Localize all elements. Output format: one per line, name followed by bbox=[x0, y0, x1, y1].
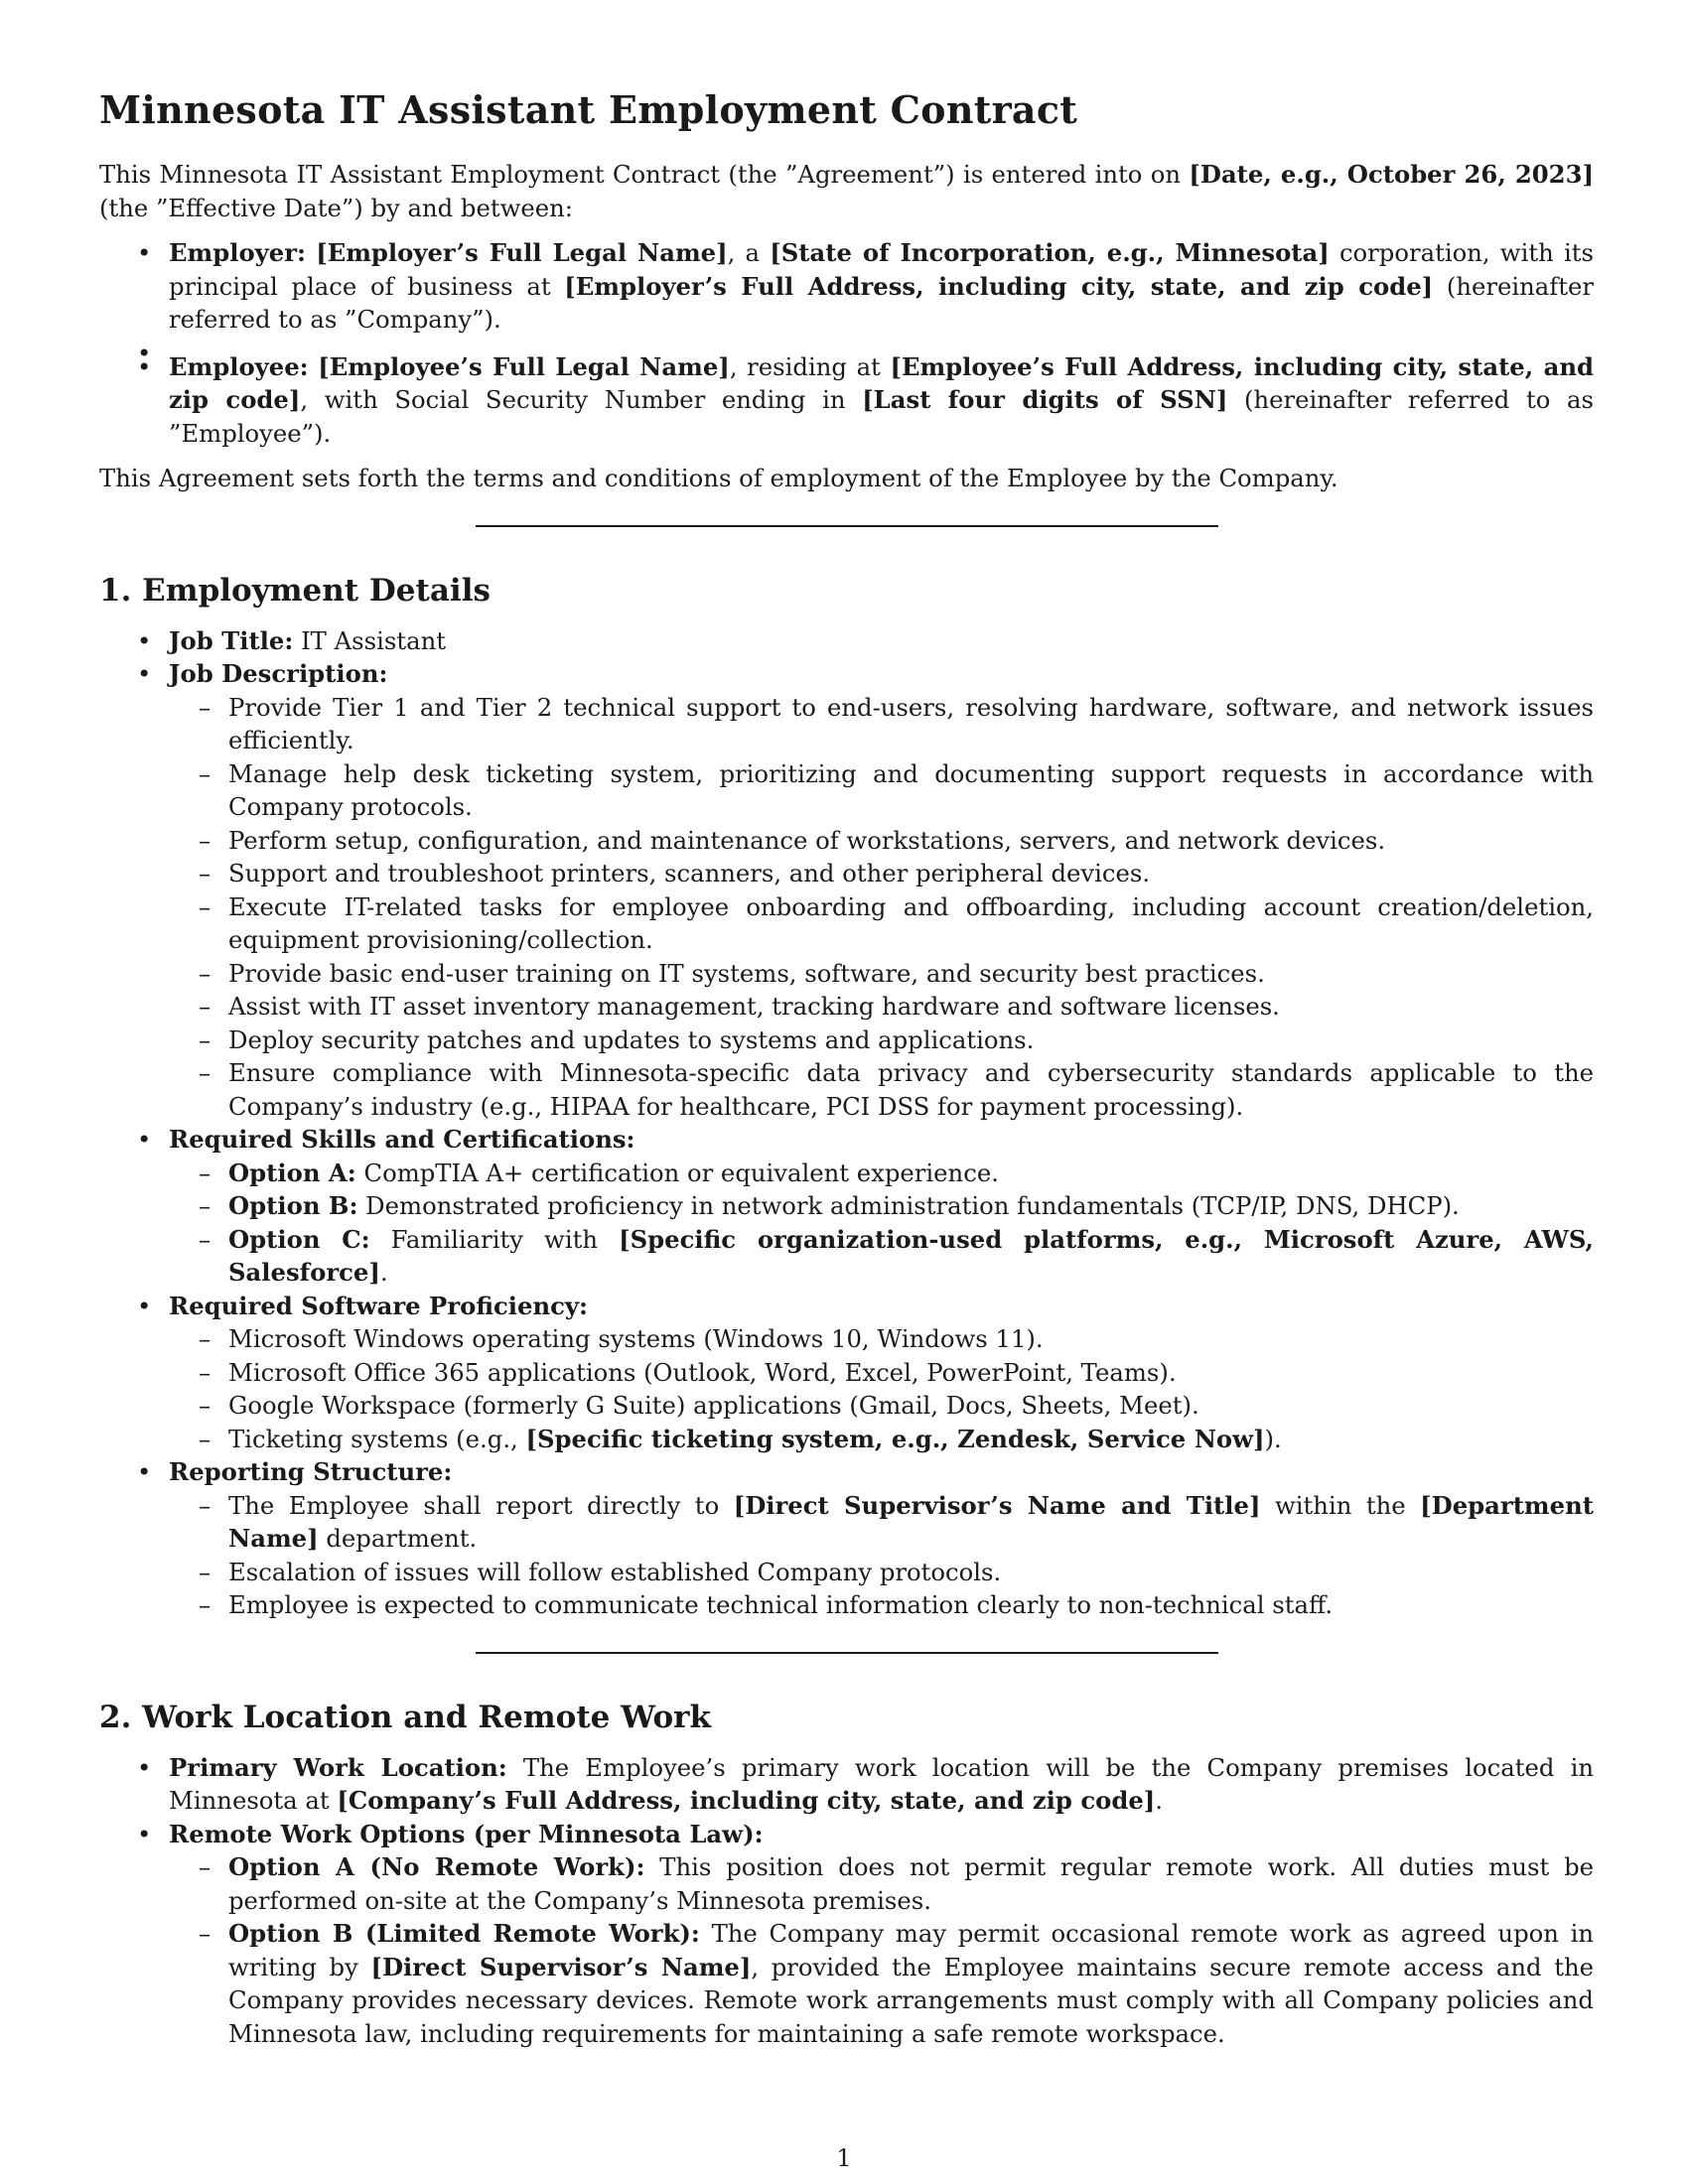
intro-paragraph: This Minnesota IT Assistant Employment Contract (the ”Agreement”) is entered into on [Date, e.g., October 26, 2023] (the ”Effective Date”) by and between: bbox=[99, 160, 1594, 222]
reporting-entry: – Escalation of issues will follow established Company protocols. bbox=[169, 1556, 1594, 1589]
parties-list bbox=[99, 236, 1594, 450]
software-entry: – Microsoft Office 365 applications (Outlook, Word, Excel, PowerPoint, Teams). bbox=[169, 1356, 1594, 1390]
work-location-list bbox=[99, 1751, 1594, 2051]
page-number: 1 bbox=[836, 2144, 852, 2172]
employee-name-placeholder: [Employee’s Full Legal Name] bbox=[318, 351, 730, 381]
employment-details-list bbox=[99, 624, 1594, 1622]
reporting-item: • Reporting Structure: – The Employee shall report directly to [Direct Supervisor’s Name and Title] within the [Department Name] department. – Escalation of issues will follow established Company protocols. – Employee is expected to communicate technical information clearly to non-technical staff. bbox=[99, 1455, 1594, 1622]
employer-item: • Employer: [Employer’s Full Legal Name], a [State of Incorporation, e.g., Minnesota] corporation, with its principal place of business at [Employer’s Full Address, including city, state, and zip code] (hereinafter referred to as ”Company”). bbox=[99, 236, 1594, 337]
remote-option-b: – Option B (Limited Remote Work): The Company may permit occasional remote work as agreed upon in writing by [Direct Supervisor’s Name], provided the Employee maintains secure remote access and the Company provides necessary devices. Remote work arrangements must comply with all Company policies and Minnesota law, including requirements for maintaining a safe remote workspace. bbox=[169, 1917, 1594, 2050]
primary-location-item: • Primary Work Location: The Employee’s primary work location will be the Company premises located in Minnesota at [Company’s Full Address, including city, state, and zip code]. bbox=[99, 1751, 1594, 1818]
document-page bbox=[99, 87, 1594, 2050]
job-description-entry: – Deploy security patches and updates to systems and applications. bbox=[169, 1024, 1594, 1057]
job-description-entry: – Perform setup, configuration, and maintenance of workstations, servers, and network devices. bbox=[169, 824, 1594, 858]
reporting-list bbox=[169, 1489, 1594, 1622]
document-title: Minnesota IT Assistant Employment Contract bbox=[99, 87, 1078, 132]
job-description-entry: – Support and troubleshoot printers, scanners, and other peripheral devices. bbox=[169, 857, 1594, 890]
software-list bbox=[169, 1322, 1594, 1455]
job-description-entry: – Assist with IT asset inventory management, tracking hardware and software licenses. bbox=[169, 990, 1594, 1024]
skill-option-a: – Option A: CompTIA A+ certification or equivalent experience. bbox=[169, 1157, 1594, 1190]
job-description-entry: – Ensure compliance with Minnesota-specific data privacy and cybersecurity standards applicable to the Company’s industry (e.g., HIPAA for healthcare, PCI DSS for payment processing). bbox=[169, 1056, 1594, 1123]
software-entry: – Microsoft Windows operating systems (Windows 10, Windows 11). bbox=[169, 1322, 1594, 1356]
date-placeholder: [Date, e.g., October 26, 2023] bbox=[1189, 160, 1594, 189]
ssn-placeholder: [Last four digits of SSN] bbox=[862, 385, 1228, 414]
job-description-item: • Job Description: – Provide Tier 1 and Tier 2 technical support to end-users, resolving hardware, software, and network issues efficiently. – Manage help desk ticketing system, prioritizing and documenting support requests in accordance with Company protocols. – Perform setup, configuration, and maintenance of workstations, servers, and network devices. – Support and troubleshoot printers, scanners, and other peripheral devices. – Execute IT-related tasks for employee onboarding and offboarding, including account creation/deletion, equipment provisioning/collection. – Provide basic end-user training on IT systems, software, and security best practices. – Assist with IT asset inventory management, tracking hardware and software licenses. – Deploy security patches and updates to systems and applications. – Ensure compliance with Minnesota-specific data privacy and cybersecurity standards applicable to the Company’s industry (e.g., HIPAA for healthcare, PCI DSS for payment processing). bbox=[99, 657, 1594, 1123]
remote-options-list bbox=[169, 1850, 1594, 2050]
employee-address-placeholder: [Employee’s Full Address, including city, state, and zip code] bbox=[169, 351, 1594, 414]
software-entry: – Ticketing systems (e.g., [Specific ticketing system, e.g., Zendesk, Service Now]). bbox=[169, 1423, 1594, 1456]
skill-option-b: – Option B: Demonstrated proficiency in network administration fundamentals (TCP/IP, DNS, DHCP). bbox=[169, 1189, 1594, 1223]
section-2-heading: 2. Work Location and Remote Work bbox=[99, 1699, 711, 1735]
reporting-entry: – The Employee shall report directly to [Direct Supervisor’s Name and Title] within the [Department Name] department. bbox=[169, 1489, 1594, 1556]
skills-item: • Required Skills and Certifications: – Option A: CompTIA A+ certification or equivalent experience. – Option B: Demonstrated proficiency in network administration fundamentals (TCP/IP, DNS, DHCP). – Option C: Familiarity with [Specific organization-used platforms, e.g., Microsoft Azure, AWS, Salesforce]. bbox=[99, 1123, 1594, 1290]
job-title-item: • Job Title: IT Assistant bbox=[99, 624, 1594, 658]
employee-item: • Employee: [Employee’s Full Legal Name], residing at [Employee’s Full Address, including city, state, and zip code], with Social Security Number ending in [Last four digits of SSN] (hereinafter referred to as ”Employee”). bbox=[99, 350, 1594, 451]
skills-list bbox=[169, 1157, 1594, 1290]
reporting-entry: – Employee is expected to communicate technical information clearly to non-technical staff. bbox=[169, 1588, 1594, 1622]
agreement-paragraph: This Agreement sets forth the terms and conditions of employment of the Employee by the Company. bbox=[99, 464, 1338, 492]
supervisor-name-placeholder: [Direct Supervisor’s Name] bbox=[370, 1952, 752, 1981]
software-entry: – Google Workspace (formerly G Suite) applications (Gmail, Docs, Sheets, Meet). bbox=[169, 1389, 1594, 1423]
job-description-list bbox=[169, 691, 1594, 1124]
software-item: • Required Software Proficiency: – Microsoft Windows operating systems (Windows 10, Windows 11). – Microsoft Office 365 applications (Outlook, Word, Excel, PowerPoint, Teams). – Google Workspace (formerly G Suite) applications (Gmail, Docs, Sheets, Meet). – Ticketing systems (e.g., [Specific ticketing system, e.g., Zendesk, Service Now]). bbox=[99, 1290, 1594, 1456]
department-placeholder: [Department Name] bbox=[228, 1490, 1594, 1553]
supervisor-placeholder: [Direct Supervisor’s Name and Title] bbox=[733, 1490, 1261, 1520]
job-description-entry: – Execute IT-related tasks for employee onboarding and offboarding, including account creation/deletion, equipment provisioning/collection. bbox=[169, 890, 1594, 957]
remote-option-a: – Option A (No Remote Work): This position does not permit regular remote work. All duties must be performed on-site at the Company’s Minnesota premises. bbox=[169, 1850, 1594, 1917]
platforms-placeholder: [Specific organization-used platforms, e.g., Microsoft Azure, AWS, Salesforce] bbox=[228, 1224, 1594, 1287]
job-description-entry: – Provide basic end-user training on IT systems, software, and security best practices. bbox=[169, 957, 1594, 991]
section-1-heading: 1. Employment Details bbox=[99, 572, 491, 609]
job-description-entry: – Manage help desk ticketing system, prioritizing and documenting support requests in accordance with Company protocols. bbox=[169, 757, 1594, 824]
employer-address-placeholder: [Employer’s Full Address, including city, state, and zip code] bbox=[564, 271, 1434, 301]
ticketing-placeholder: [Specific ticketing system, e.g., Zendesk, Service Now] bbox=[525, 1424, 1265, 1453]
employer-name-placeholder: [Employer’s Full Legal Name] bbox=[316, 238, 728, 267]
company-address-placeholder: [Company’s Full Address, including city, state, and zip code] bbox=[337, 1786, 1156, 1815]
state-placeholder: [State of Incorporation, e.g., Minnesota] bbox=[770, 238, 1330, 267]
job-description-entry: – Provide Tier 1 and Tier 2 technical support to end-users, resolving hardware, software, and network issues efficiently. bbox=[169, 691, 1594, 757]
skill-option-c: – Option C: Familiarity with [Specific organization-used platforms, e.g., Microsoft Azure, AWS, Salesforce]. bbox=[169, 1223, 1594, 1290]
remote-work-item: • Remote Work Options (per Minnesota Law): – Option A (No Remote Work): This position does not permit regular remote work. All duties must be performed on-site at the Company’s Minnesota premises. – Option B (Limited Remote Work): The Company may permit occasional remote work as agreed upon in writing by [Direct Supervisor’s Name], provided the Employee maintains secure remote access and the Company provides necessary devices. Remote work arrangements must comply with all Company policies and Minnesota law, including requirements for maintaining a safe remote workspace. bbox=[99, 1818, 1594, 2051]
